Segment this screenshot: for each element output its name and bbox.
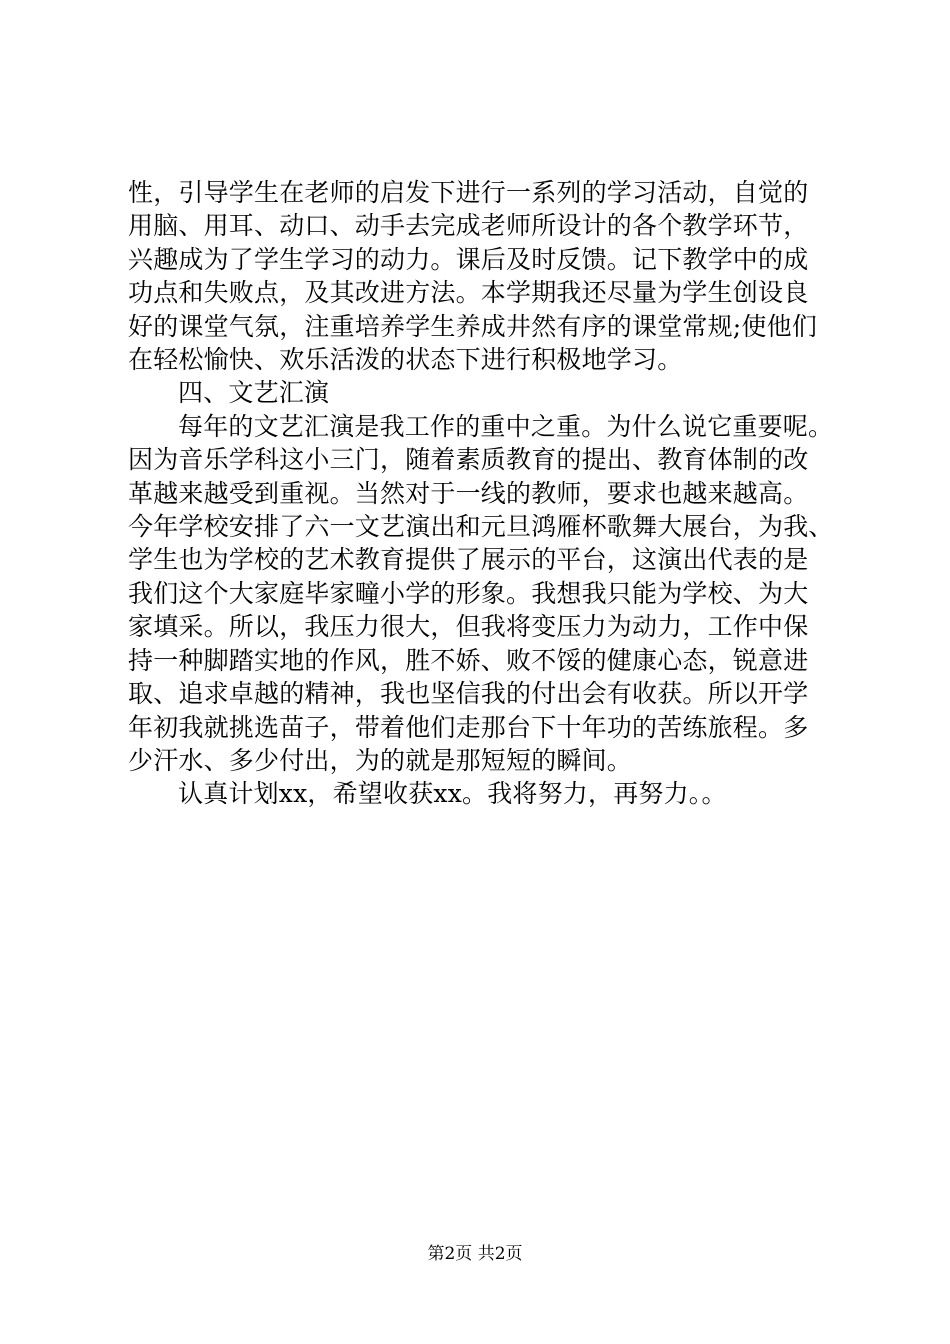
text-line: 认真计划xx，希望收获xx。我将努力，再努力。。: [178, 779, 727, 809]
text-line: 革越来越受到重视。当然对于一线的教师，要求也越来越高。: [128, 478, 809, 508]
text-line: 家填采。所以，我压力很大，但我将变压力为动力，工作中保: [128, 612, 809, 642]
text-line: 功点和失败点，及其改进方法。本学期我还尽量为学生创设良: [128, 278, 809, 308]
section-heading: 四、文艺汇演: [178, 378, 330, 408]
document-body: [128, 176, 848, 811]
text-line: 兴趣成为了学生学习的动力。课后及时反馈。记下教学中的成: [128, 244, 809, 274]
page-number-label: 第2页 共2页: [427, 1244, 523, 1264]
text-line: 学生也为学校的艺术教育提供了展示的平台，这演出代表的是: [128, 545, 809, 575]
text-line: 我们这个大家庭毕家疃小学的形象。我想我只能为学校、为大: [128, 578, 809, 608]
text-line: 取、追求卓越的精神，我也坚信我的付出会有收获。所以开学: [128, 679, 809, 709]
text-line: 性，引导学生在老师的启发下进行一系列的学习活动，自觉的: [128, 178, 809, 207]
text-line: 在轻松愉快、欢乐活泼的状态下进行积极地学习。: [128, 345, 683, 375]
text-line: 好的课堂气氛，注重培养学生养成井然有序的课堂常规;使他们: [128, 311, 818, 341]
text-line: 每年的文艺汇演是我工作的重中之重。为什么说它重要呢。: [178, 411, 834, 441]
text-line: 少汗水、多少付出，为的就是那短短的瞬间。: [128, 745, 633, 775]
text-line: 持一种脚踏实地的作风，胜不娇、败不馁的健康心态，锐意进: [128, 645, 809, 675]
text-line: 因为音乐学科这小三门，随着素质教育的提出、教育体制的改: [128, 445, 809, 475]
text-line: 用脑、用耳、动口、动手去完成老师所设计的各个教学环节，: [128, 211, 809, 241]
text-line: 今年学校安排了六一文艺演出和元旦鸿雁杯歌舞大展台，为我、: [128, 512, 834, 542]
page-footer: [0, 1243, 950, 1265]
text-line: 年初我就挑选苗子，带着他们走那台下十年功的苦练旅程。多: [128, 712, 809, 742]
